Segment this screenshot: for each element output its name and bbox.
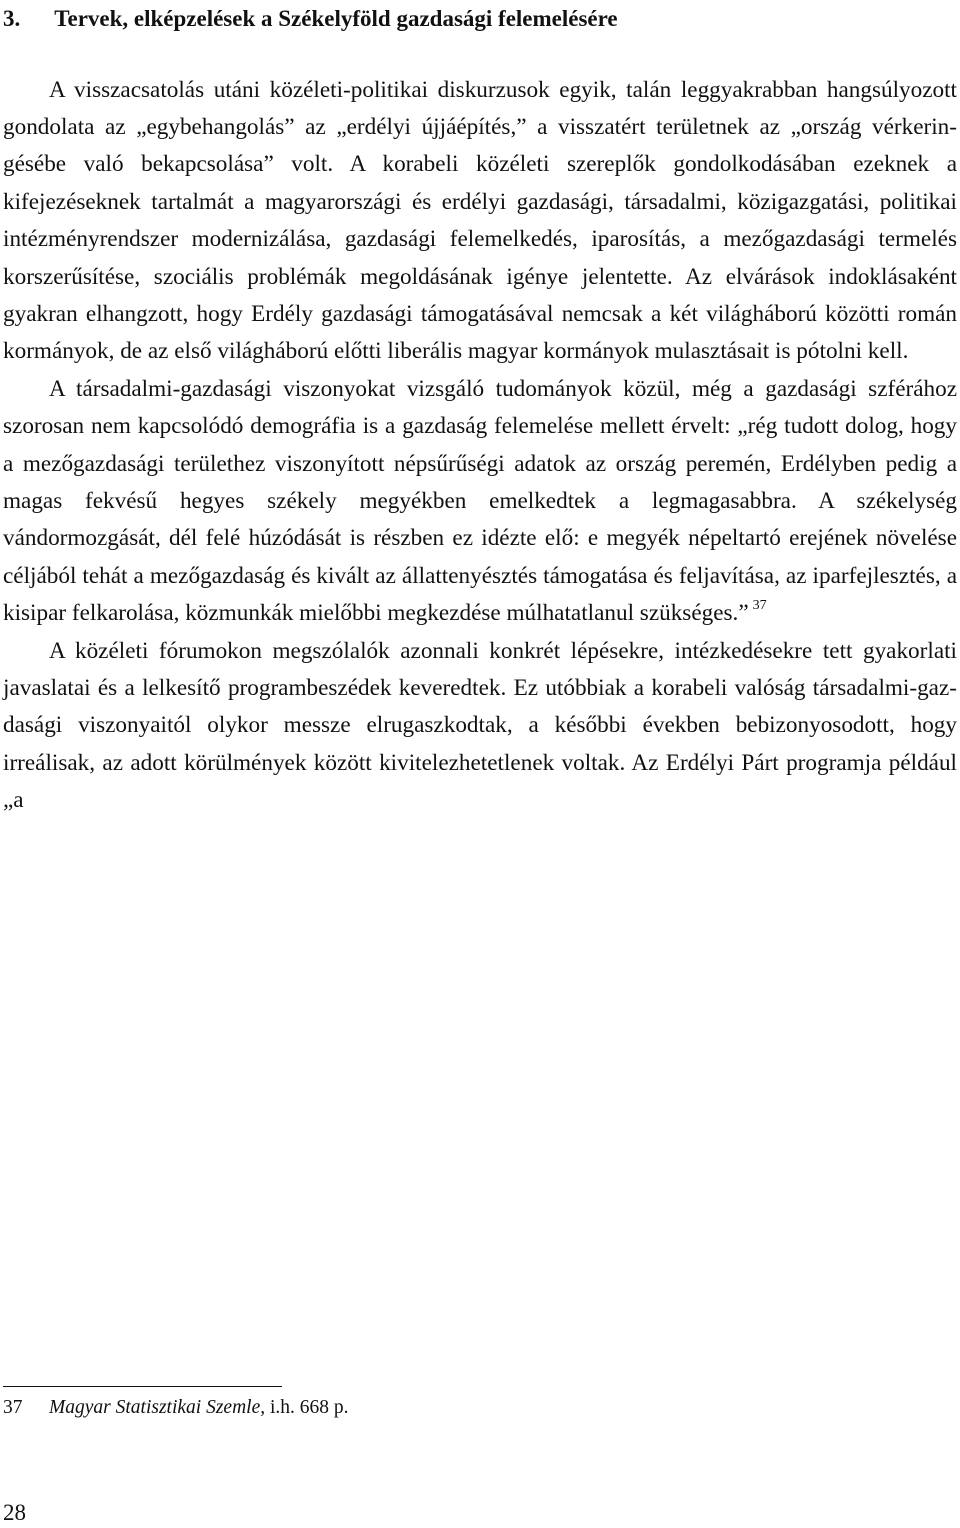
body-text <box>3 72 957 820</box>
section-title: Tervek, elképzelések a Székelyföld gazdasági felemelésére <box>54 6 618 31</box>
footnote-reference[interactable]: 37 <box>752 598 767 614</box>
section-number: 3. <box>3 6 21 31</box>
page-number: 28 <box>3 1500 26 1525</box>
paragraph-text: A közéleti fórumokon megszólalók azonnali konkrét lépésekre, intézkedésekre tett gyakorlati javaslatai és a lelkesítő programbeszédek keveredtek. Ez utóbbiak a korabeli valóság társadalmi-gazdasági viszonyaitól olykor messze elrugaszkodtak, a későbbi években bebizonyosodott, hogy irreálisak, az adott körülmények között kivitelezhetetlenek voltak. Az Erdélyi Párt programja például „a <box>3 637 957 814</box>
section-heading <box>3 0 957 38</box>
document-page <box>3 0 957 820</box>
footnote-number: 37 <box>3 1397 23 1418</box>
footnote <box>3 1394 349 1422</box>
footnote-source-title: Magyar Statisztikai Szemle, <box>49 1397 266 1418</box>
footnote-source-detail: i.h. 668 p. <box>265 1397 349 1418</box>
paragraph-text: A társadalmi-gazdasági viszonyokat vizsgáló tudományok közül, még a gazdasági szférához szorosan nem kapcsolódó demográfia is a gazdaság felemelése mellett érvelt: „rég tudott dolog, hogy a mezőgazdasági területhez viszonyított népsűrűségi adatok az ország peremén, Erdélyben pedig a magas fekvésű hegyes székely megyékben emelkedtek a legmagasabbra. A székelység vándormozgását, dél felé húzódását is részben ez idézte elő: e megyék népeltartó erejének növelése céljából tehát a mezőgazdaság és kivált az állattenyésztés támogatása és feljavítása, az iparfejlesztés, a kisipar felkarolása, közmunkák mielőbbi megkezdése múlhatatlanul szükséges.” <box>3 375 957 627</box>
paragraph-3 <box>3 633 957 820</box>
paragraph-2 <box>3 371 957 633</box>
paragraph-1 <box>3 72 957 371</box>
paragraph-text: A visszacsatolás utáni közéleti-politikai diskurzusok egyik, talán leggyakrabban hangsúlyozott gondolata az „egybehangolás” az „erdélyi újjáépítés,” a visszatért területnek az „ország vérkeringésébe való bekapcsolása” volt. A korabeli közéleti szereplők gondolkodásában ezeknek a kifejezéseknek tartalmát a magyarországi és erdélyi gazdasági, társadalmi, közigazgatási, politikai intézményrendszer modernizálása, gazdasági felemelkedés, iparosítás, a mezőgazdasági termelés korszerűsítése, szociális problémák megoldásának igénye jelentette. Az elvárások indoklásaként gyakran elhangzott, hogy Erdély gazdasági támogatásával nemcsak a két világháború közötti román kormányok, de az első világháború előtti liberális magyar kormányok mulasztásait is pótolni kell. <box>3 76 957 365</box>
footnote-divider <box>3 1386 282 1387</box>
